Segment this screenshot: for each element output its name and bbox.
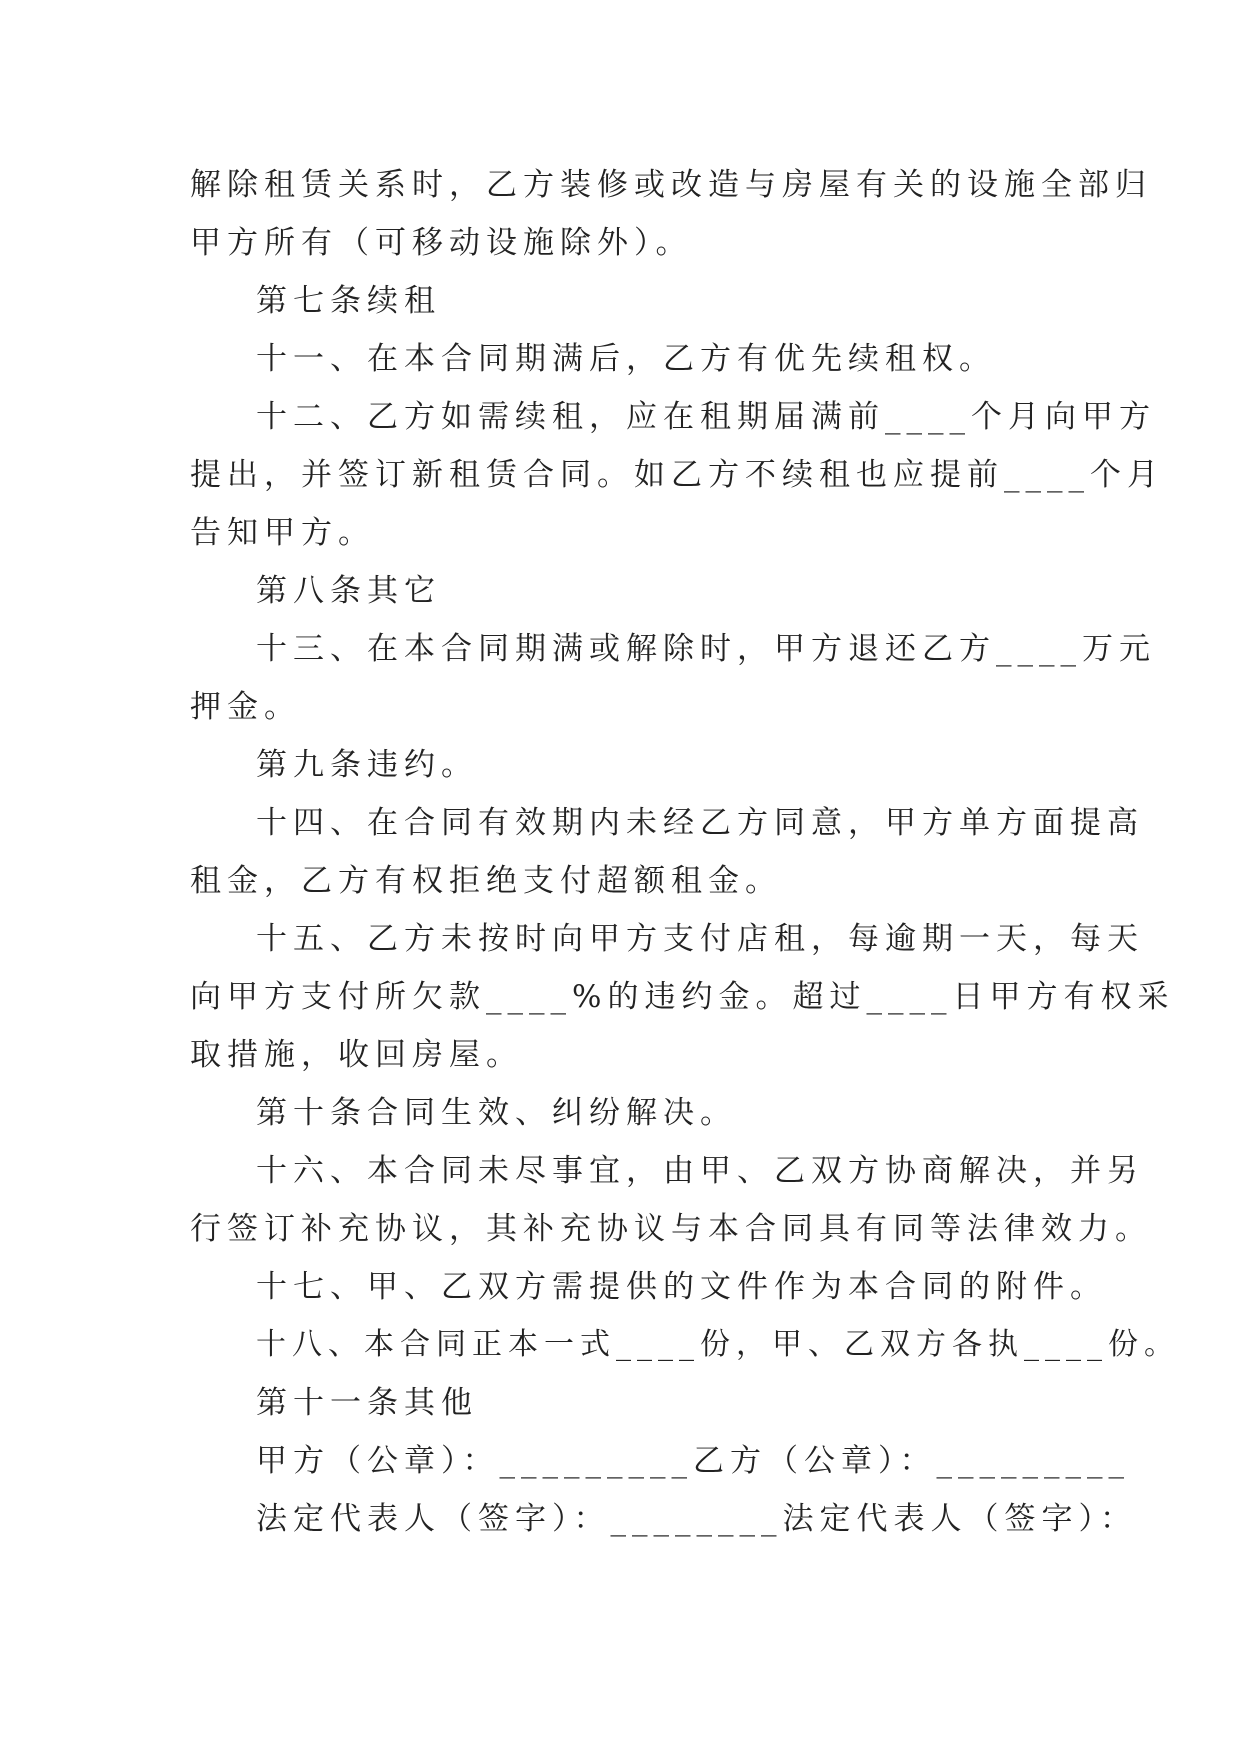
- clause-line: 十六、本合同未尽事宜，由甲、乙双方协商解决，并另: [256, 1153, 1144, 1189]
- clause-line: 向甲方支付所欠款____%的违约金。超过____日甲方有权采: [190, 979, 1175, 1015]
- clause-line: 十四、在合同有效期内未经乙方同意，甲方单方面提高: [256, 805, 1144, 841]
- clause-line: 提出，并签订新租赁合同。如乙方不续租也应提前____个月: [190, 457, 1164, 493]
- section-heading: 第七条续租: [256, 283, 441, 319]
- clause-line: 告知甲方。: [190, 515, 375, 551]
- signature-line-representative: 法定代表人（签字）：________法定代表人（签字）：: [256, 1501, 1137, 1537]
- section-heading: 第十一条其他: [256, 1385, 478, 1421]
- paragraph-line: 甲方所有（可移动设施除外）。: [190, 225, 693, 261]
- clause-line: 十三、在本合同期满或解除时，甲方退还乙方____万元: [256, 631, 1156, 667]
- clause-line: 十二、乙方如需续租，应在租期届满前____个月向甲方: [256, 399, 1156, 435]
- clause-line: 十七、甲、乙双方需提供的文件作为本合同的附件。: [256, 1269, 1107, 1305]
- section-heading: 第九条违约。: [256, 747, 478, 783]
- section-heading: 第十条合同生效、纠纷解决。: [256, 1095, 737, 1131]
- section-heading: 第八条其它: [256, 573, 441, 609]
- paragraph-line: 解除租赁关系时，乙方装修或改造与房屋有关的设施全部归: [190, 167, 1152, 203]
- clause-line: 行签订补充协议，其补充协议与本合同具有同等法律效力。: [190, 1211, 1152, 1247]
- signature-line-seal: 甲方（公章）：_________乙方（公章）：_________: [256, 1443, 1130, 1479]
- clause-line: 租金，乙方有权拒绝支付超额租金。: [190, 863, 782, 899]
- clause-line: 十五、乙方未按时向甲方支付店租，每逾期一天，每天: [256, 921, 1144, 957]
- clause-line: 十一、在本合同期满后，乙方有优先续租权。: [256, 341, 996, 377]
- clause-line: 取措施，收回房屋。: [190, 1037, 523, 1073]
- clause-line: 押金。: [190, 689, 301, 725]
- clause-line: 十八、本合同正本一式____份，甲、乙双方各执____份。: [256, 1327, 1180, 1362]
